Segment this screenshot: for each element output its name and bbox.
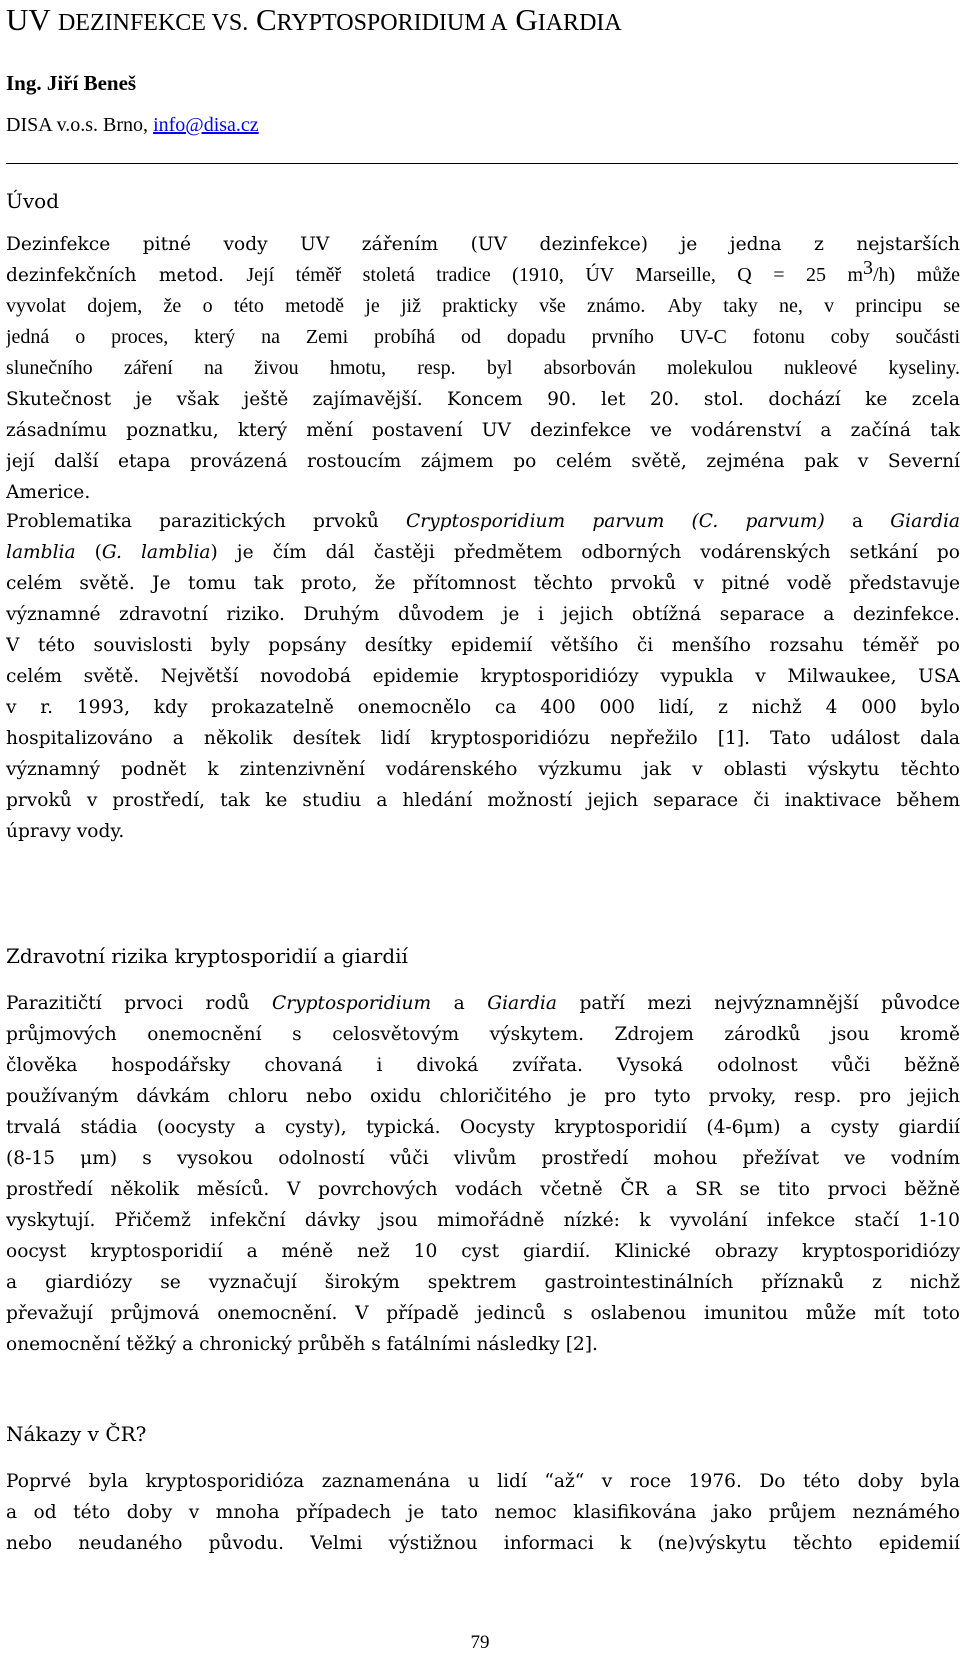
text-italic: Cryptosporidium parvum (C. parvum) (406, 511, 825, 532)
text-line: a od této doby v mnoha případech je tato nemoc klasifikována jako průjem neznámého (6, 1502, 960, 1523)
text-line: Skutečnost je však ještě zajímavější. Koncem 90. let 20. stol. dochází ke zcela (6, 389, 960, 410)
text-line: hospitalizováno a několik desítek lidí kryptosporidiózu nepřežilo [1]. Tato událost dala (6, 728, 960, 749)
author-name: Ing. Jiří Beneš (6, 71, 137, 95)
text-line: Dezinfekce pitné vody UV zářením (UV dezinfekce) je jedna z nejstarších (6, 234, 960, 255)
text-line (6, 291, 960, 322)
article-title (6, 0, 946, 43)
title-part: RYPTOSPORIDIUM A (276, 10, 508, 36)
text-span: Její téměř stoletá tradice (1910, ÚV Marseille, Q = 25 m (246, 264, 863, 286)
text-span: ( (94, 542, 102, 563)
text-line: v r. 1993, kdy prokazatelně onemocnělo ca 400 000 lidí, z nichž 4 000 bylo (6, 697, 960, 718)
page-number: 79 (470, 1632, 490, 1653)
text-line (6, 506, 960, 537)
health-risks-paragraph (6, 988, 960, 1360)
text-line: používaným dávkám chloru nebo oxidu chloričitého je pro tyto prvoky, resp. pro jejich (6, 1086, 960, 1107)
text-line: (8-15 μm) s vysokou odolností vůči vlivům prostředí mohou přežívat ve vodním (6, 1148, 960, 1169)
text-line: její další etapa provázená rostoucím zájmem po celém světě, zejména pak v Severní (6, 451, 960, 472)
section-heading-cases-cr: Nákazy v ČR? (6, 1422, 147, 1446)
text-line: slunečního záření na živou hmotu, resp. byl absorbován molekulou nukleové kyseliny. (6, 357, 960, 379)
title-part: UV (6, 2, 51, 37)
text-line (6, 537, 960, 568)
affiliation-org: DISA v.o.s. Brno, (6, 114, 149, 136)
text-italic: lamblia (6, 542, 76, 563)
text-line: zásadnímu poznatku, který mění postavení UV dezinfekce ve vodárenství a začíná tak (6, 420, 960, 441)
text-italic: Giardia (487, 993, 557, 1014)
text-span: a (851, 511, 864, 532)
text-line: vyskytují. Přičemž infekční dávky jsou mimořádně nízké: k vyvolání infekce stačí 1-10 (6, 1210, 960, 1231)
intro-paragraph-2 (6, 506, 960, 847)
text-italic: Giardia (890, 511, 960, 532)
affiliation (6, 112, 259, 138)
text-line: oocyst kryptosporidií a méně než 10 cyst giardií. Klinické obrazy kryptosporidiózy (6, 1241, 960, 1262)
text-line: Americe. (6, 482, 91, 503)
text-line: Poprvé byla kryptosporidióza zaznamenána u lidí “až“ v roce 1976. Do této doby byla (6, 1471, 960, 1492)
text-span: vyvolat dojem, že o této metodě je již prakticky vše známo. (6, 295, 646, 317)
text-span: dezinfekčních metod. (6, 265, 224, 286)
text-span: Parazitičtí prvoci rodů (6, 993, 250, 1014)
header-divider (6, 163, 958, 164)
title-part: G (515, 2, 538, 37)
text-italic: G. lamblia (101, 542, 211, 563)
text-line: průjmových onemocnění s celosvětovým výskytem. Zdrojem zárodků jsou kromě (6, 1024, 960, 1045)
section-heading-health-risks: Zdravotní rizika kryptosporidií a giardií (6, 944, 408, 968)
text-span: a (453, 993, 465, 1014)
text-line: významné zdravotní riziko. Druhým důvodem je i jejich obtížná separace a dezinfekce. (6, 604, 960, 625)
title-part: IARDIA (537, 10, 622, 36)
text-span: Problematika parazitických prvoků (6, 511, 379, 532)
text-line: jedná o proces, který na Zemi probíhá od dopadu prvního UV-C fotonu coby součásti (6, 326, 960, 348)
text-line: onemocnění těžký a chronický průběh s fatálními následky [2]. (6, 1334, 598, 1355)
text-span: patří mezi nejvýznamnější původce (579, 993, 960, 1014)
text-line: prvoků v prostředí, tak ke studiu a hledání možností jejich separace či inaktivace během (6, 790, 960, 811)
text-line: nebo neudaného původu. Velmi výstižnou informaci k (ne)výskytu těchto epidemií (6, 1533, 960, 1554)
intro-paragraph-1 (6, 229, 960, 508)
text-line: převažují průjmová onemocnění. V případě jedinců s oslabenou imunitou může mít toto (6, 1303, 960, 1324)
superscript: 3 (863, 260, 873, 279)
text-line (6, 260, 960, 291)
cases-cr-paragraph (6, 1466, 960, 1559)
title-part: C (255, 2, 277, 37)
title-part: DEZINFEKCE VS. (57, 10, 249, 36)
text-span: Aby taky ne, v principu se (667, 295, 960, 317)
text-span: ) je čím dál častěji předmětem odborných vodárenských setkání po (210, 542, 960, 563)
text-line: a giardiózy se vyznačují širokým spektrem gastrointestinálních příznaků z nichž (6, 1272, 960, 1293)
text-line: člověka hospodářsky chovaná i divoká zvířata. Vysoká odolnost vůči běžně (6, 1055, 960, 1076)
text-line (6, 988, 960, 1019)
email-link[interactable]: info@disa.cz (153, 114, 259, 136)
text-span: /h) může (873, 264, 960, 286)
text-line: trvalá stádia (oocysty a cysty), typická. Oocysty kryptosporidií (4-6μm) a cysty giardií (6, 1117, 960, 1138)
text-line: prostředí několik měsíců. V povrchových vodách včetně ČR a SR se tito prvoci běžně (6, 1179, 960, 1200)
section-heading-intro: Úvod (6, 189, 59, 213)
text-line: celém světě. Je tomu tak proto, že přítomnost těchto prvoků v pitné vodě představuje (6, 573, 960, 594)
text-line: úpravy vody. (6, 821, 125, 842)
text-line: V této souvislosti byly popsány desítky epidemií většího či menšího rozsahu téměř po (6, 635, 960, 656)
text-line: celém světě. Největší novodobá epidemie kryptosporidiózy vypukla v Milwaukee, USA (6, 666, 960, 687)
text-italic: Cryptosporidium (272, 993, 432, 1014)
text-line: významný podnět k zintenzivnění vodárenského výzkumu jak v oblasti výskytu těchto (6, 759, 960, 780)
